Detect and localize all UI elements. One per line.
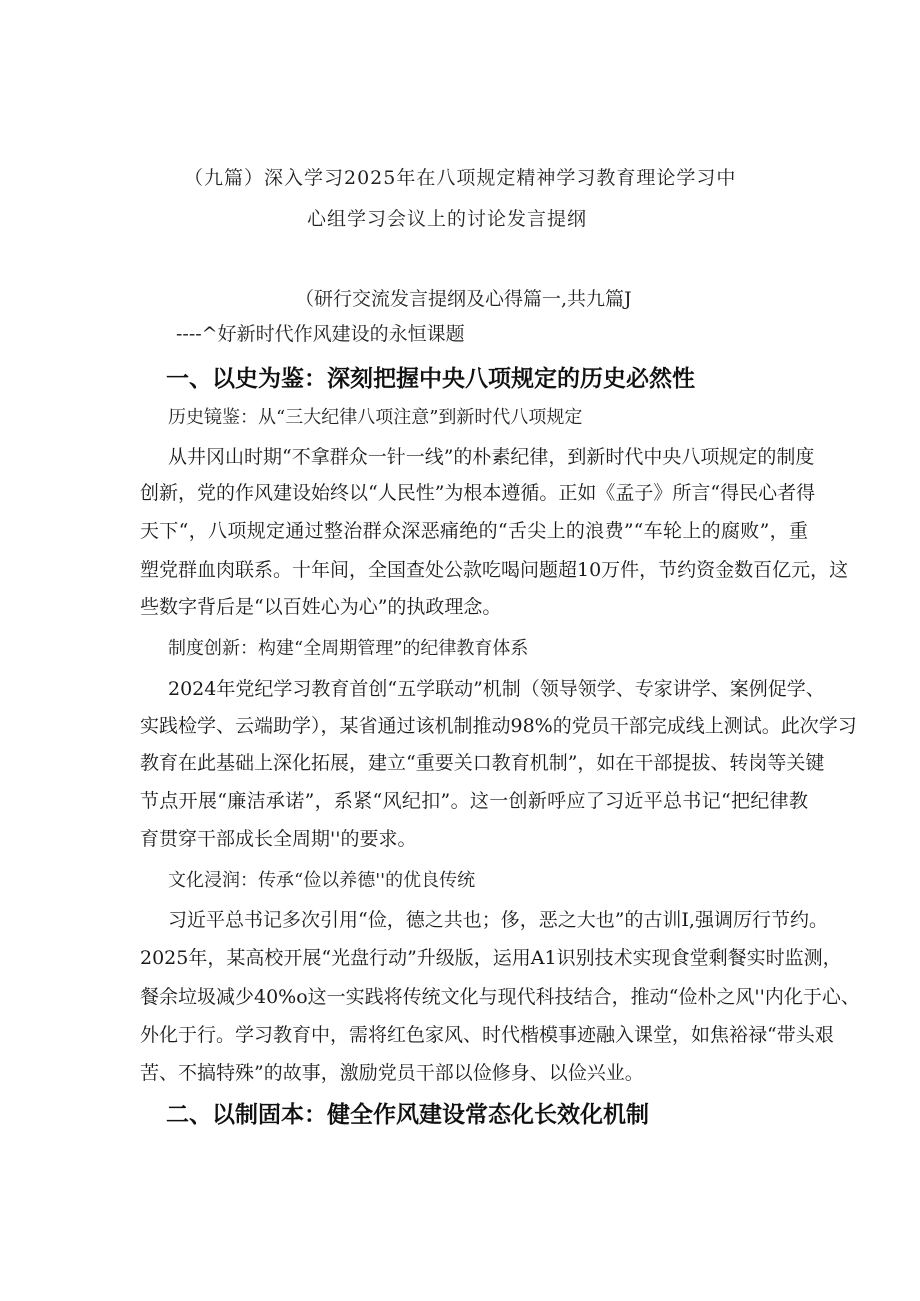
subsection-3-line: 习近平总书记多次引用“俭，德之共也；侈，恶之大也”的古训I,强调厉行节约。 [168, 909, 828, 931]
subsection-2-line: 教育在此基础上深化拓展，建立“重要关口教育机制”，如在干部提拔、转岗等关键 [140, 752, 825, 774]
subsection-2-line: 2024年党纪学习教育首创“五学联动”机制（领导领学、专家讲学、案例促学、 [168, 678, 825, 700]
subsection-1-line: 从井冈山时期“不拿群众一针一线”的朴素纪律，到新时代中央八项规定的制度 [168, 446, 815, 468]
subsection-3-line: 苦、不搞特殊”的故事，激励党员干部以俭修身、以俭兴业。 [140, 1062, 644, 1084]
subsection-1-line: 天下“，八项规定通过整治群众深恶痛绝的“舌尖上的浪费”“车轮上的腐败”，重 [140, 520, 808, 542]
document-title-line-1: （九篇）深入学习2025年在八项规定精神学习教育理论学习中 [184, 167, 737, 189]
theme-line: ----^好新时代作风建设的永恒课题 [176, 323, 465, 345]
subsection-3-line: 餐余垃圾减少40%o这一实践将传统文化与现代科技结合，推动“俭朴之风''内化于心、 [140, 986, 860, 1008]
section-2-heading: 二、以制固本：健全作风建设常态化长效化机制 [166, 1102, 649, 1128]
subsection-2-line: 节点开展“廉洁承诺”，系紧“风纪扣”。这一创新呼应了习近平总书记“把纪律教 [140, 790, 808, 812]
subsection-2-title: 制度创新：构建“全周期管理”的纪律教育体系 [168, 638, 529, 659]
subsection-1-line: 些数字背后是“以百姓心为心”的执政理念。 [140, 596, 502, 618]
section-1-heading: 一、以史为鉴：深刻把握中央八项规定的历史必然性 [166, 366, 695, 392]
subsection-1-line: 塑党群血肉联系。十年间，全国查处公款吃喝问题超10万件，节约资金数百亿元，这 [140, 559, 849, 581]
document-title-line-2: 心组学习会议上的讨论发言提纲 [307, 208, 588, 230]
subsection-3-title: 文化浸润：传承“俭以养德''的优良传统 [168, 870, 476, 891]
subsection-1-line: 创新，党的作风建设始终以“人民性”为根本遵循。正如《孟子》所言“得民心者得 [140, 482, 816, 504]
subsection-3-line: 2025年，某高校开展“光盘行动”升级版，运用A1识别技术实现食堂剩餐实时监测， [140, 947, 842, 969]
subsection-2-line: 实践检学、云端助学），某省通过该机制推动98%的党员干部完成线上测试。此次学习 [140, 715, 857, 737]
subsection-3-line: 外化于行。学习教育中，需将红色家风、时代楷模事迹融入课堂，如焦裕禄“带头艰 [140, 1024, 834, 1046]
subsection-2-line: 育贯穿干部成长全周期''的要求。 [140, 828, 417, 850]
subsection-1-title: 历史镜鉴：从“三大纪律八项注意”到新时代八项规定 [168, 407, 583, 428]
series-note: （研行交流发言提纲及心得篇一,共九篇J [295, 288, 632, 310]
